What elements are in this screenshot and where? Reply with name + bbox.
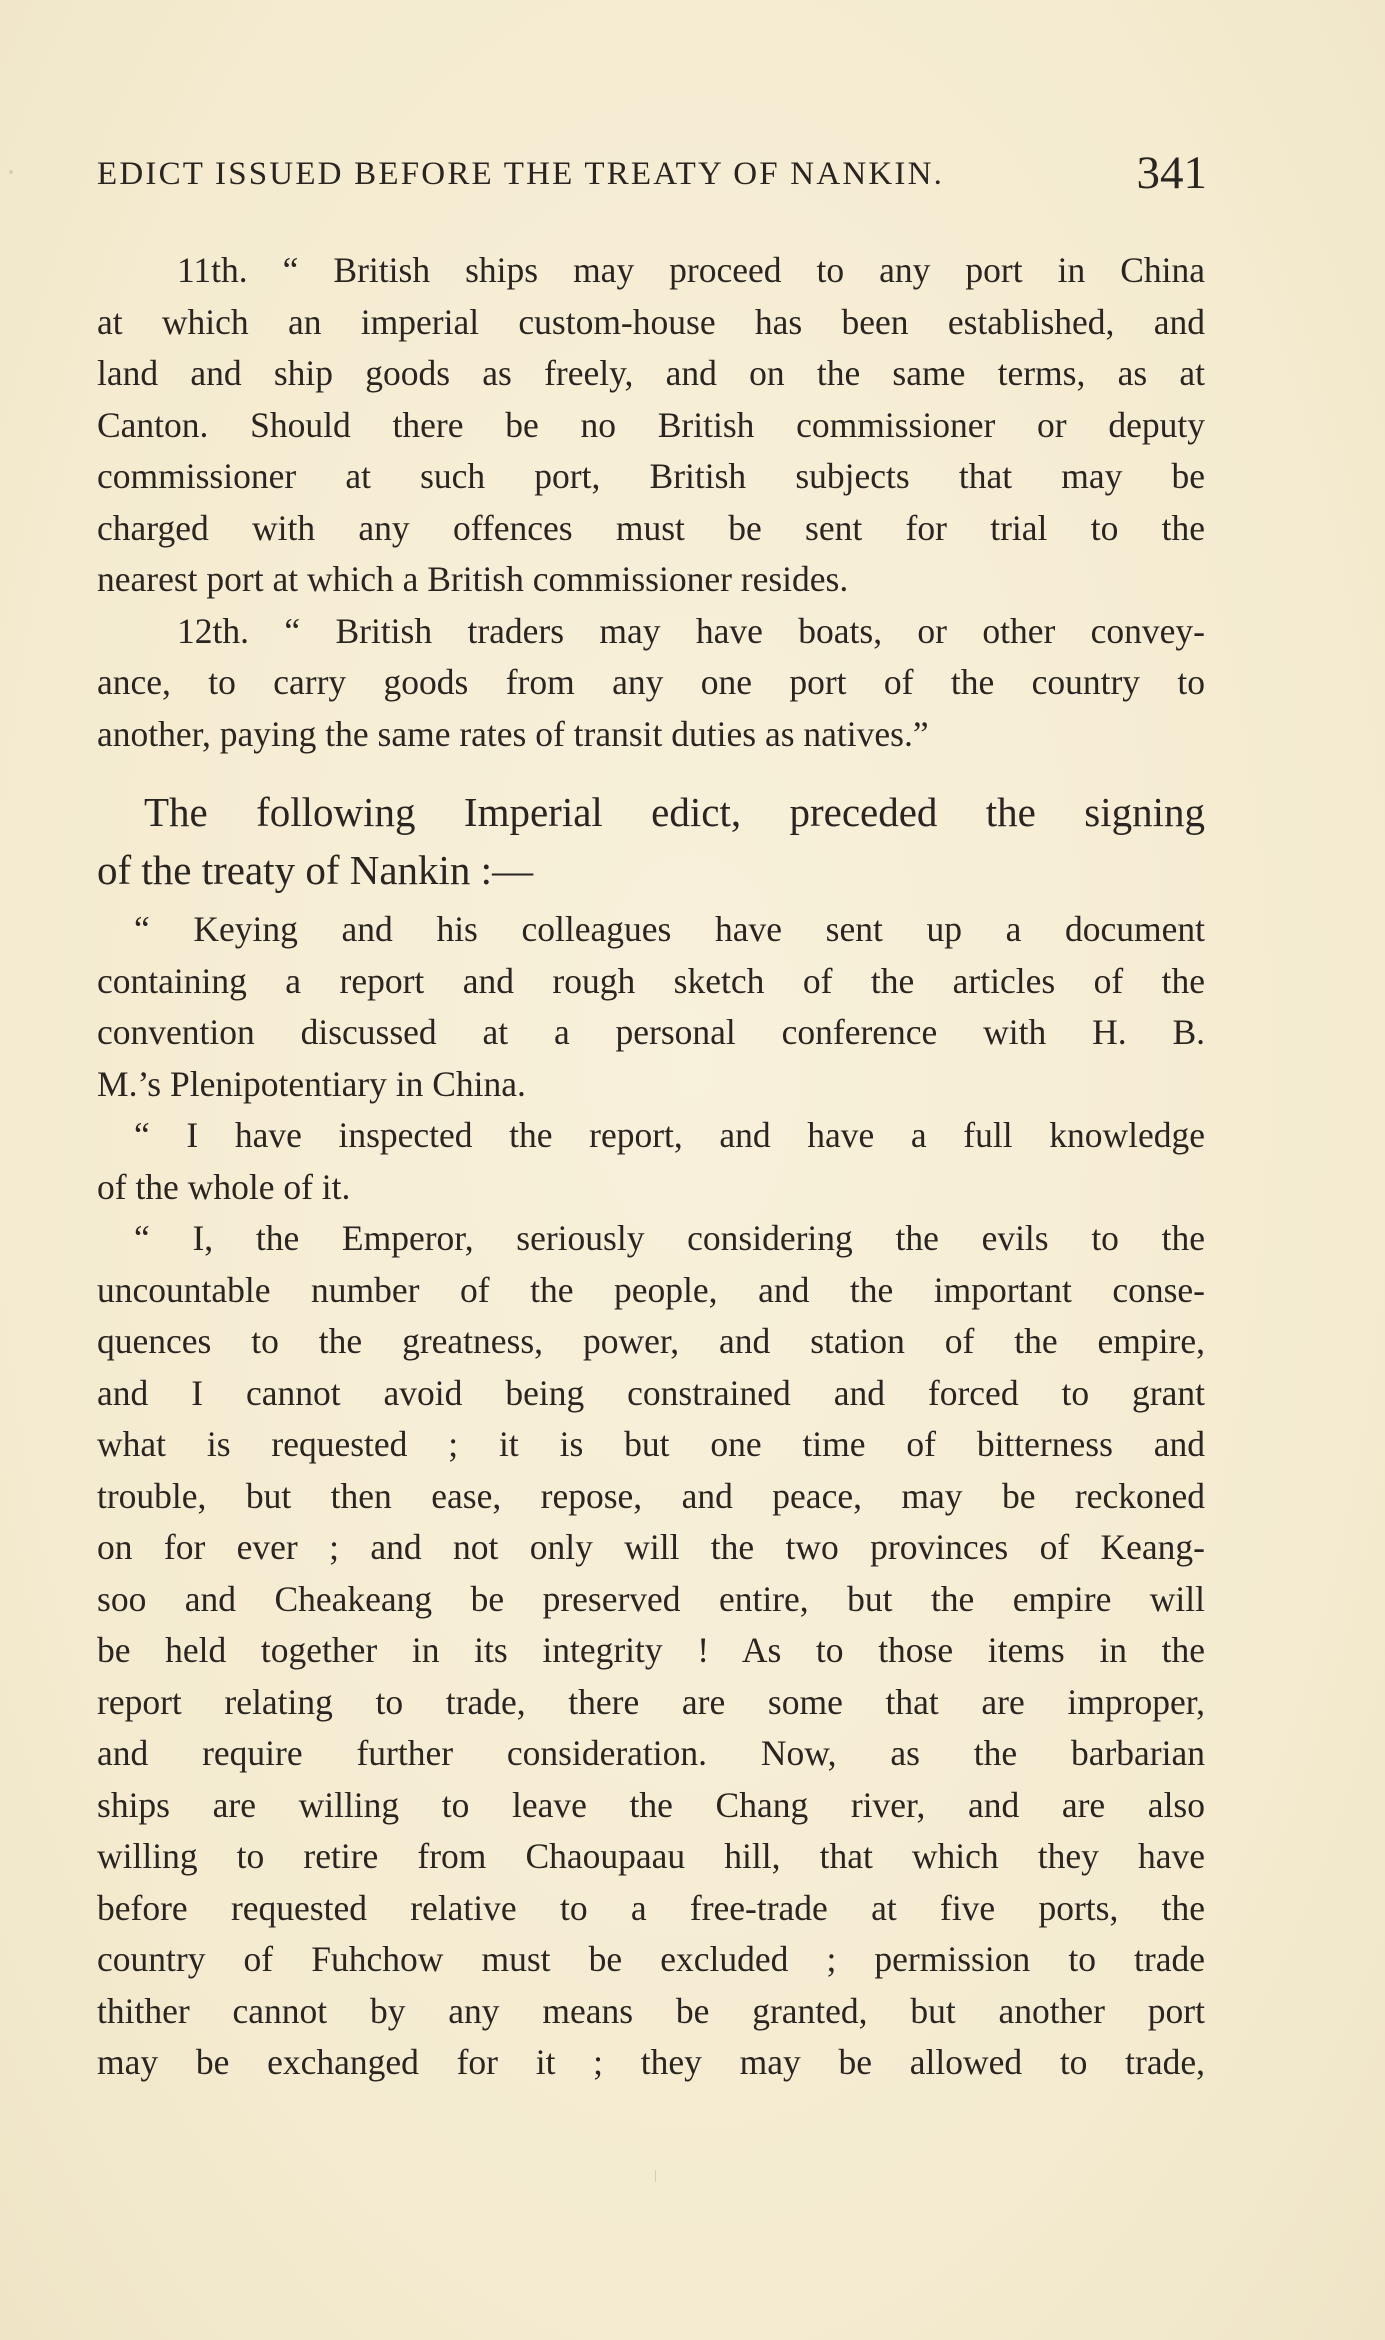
page-header xyxy=(97,147,1207,200)
paragraph-11th-line: 11th. “ British ships may proceed to any port in China xyxy=(177,250,1205,290)
edict-paragraph-3-line: thither cannot by any means be granted, but another port xyxy=(97,1990,1205,2031)
edict-paragraph-3-line: report relating to trade, there are some that are improper, xyxy=(97,1681,1205,1722)
edict-paragraph-3-line: what is requested ; it is but one time of bitterness and xyxy=(97,1424,1205,1464)
page-speck xyxy=(9,170,13,174)
edict-paragraph-2-line: of the whole of it. xyxy=(97,1166,351,1207)
paragraph-11th-line: Canton. Should there be no British commissioner or deputy xyxy=(97,404,1205,445)
paragraph-11th-line: commissioner at such port, British subjects that may be xyxy=(97,456,1205,496)
paragraph-12th-line: 12th. “ British traders may have boats, or other convey- xyxy=(177,610,1205,651)
edict-paragraph-3-line: uncountable number of the people, and the important conse- xyxy=(97,1269,1205,1310)
edict-paragraph-2-line: “ I have inspected the report, and have a full knowledge xyxy=(134,1115,1205,1155)
edict-paragraph-3-line: quences to the greatness, power, and station of the empire, xyxy=(97,1321,1205,1361)
intro-paragraph-line: The following Imperial edict, preceded the signing xyxy=(144,789,1205,835)
paragraph-12th-line: ance, to carry goods from any one port of the country to xyxy=(97,662,1205,702)
paragraph-11th-line: charged with any offences must be sent for trial to the xyxy=(97,507,1205,548)
edict-paragraph-1-line: convention discussed at a personal conference with H. B. xyxy=(97,1012,1205,1052)
edict-paragraph-3-line: trouble, but then ease, repose, and peace, may be reckoned xyxy=(97,1475,1205,1516)
edict-paragraph-3-line: willing to retire from Chaoupaau hill, that which they have xyxy=(97,1836,1205,1876)
edict-paragraph-1-line: M.’s Plenipotentiary in China. xyxy=(97,1063,526,1104)
edict-paragraph-3-line: country of Fuhchow must be excluded ; permission to trade xyxy=(97,1939,1205,1979)
edict-paragraph-3-line: “ I, the Emperor, seriously considering the evils to the xyxy=(134,1218,1205,1258)
paragraph-12th-line: another, paying the same rates of transit duties as natives.” xyxy=(97,713,929,754)
intro-paragraph-line: of the treaty of Nankin :— xyxy=(97,847,534,893)
edict-paragraph-1-line: “ Keying and his colleagues have sent up a document xyxy=(134,909,1205,949)
running-head: EDICT ISSUED BEFORE THE TREATY OF NANKIN. xyxy=(97,156,945,192)
edict-paragraph-3-line: soo and Cheakeang be preserved entire, but the empire will xyxy=(97,1578,1205,1619)
body-text xyxy=(97,245,1205,2089)
edict-paragraph-3-line: and I cannot avoid being constrained and forced to grant xyxy=(97,1372,1205,1413)
paragraph-11th-line: at which an imperial custom-house has been established, and xyxy=(97,301,1205,342)
edict-paragraph-3-line: may be exchanged for it ; they may be allowed to trade, xyxy=(97,2042,1205,2082)
paragraph-11th-line: nearest port at which a British commissioner resides. xyxy=(97,559,849,599)
paragraph-11th-line: land and ship goods as freely, and on the same terms, as at xyxy=(97,353,1205,393)
edict-paragraph-3-line: ships are willing to leave the Chang river, and are also xyxy=(97,1784,1205,1825)
edict-paragraph-3-line: be held together in its integrity ! As to those items in the xyxy=(97,1630,1205,1670)
edict-paragraph-3-line: and require further consideration. Now, as the barbarian xyxy=(97,1733,1205,1773)
paper-mark xyxy=(655,2170,656,2182)
edict-paragraph-3-line: on for ever ; and not only will the two provinces of Keang- xyxy=(97,1527,1205,1567)
edict-paragraph-3-line: before requested relative to a free-trade at five ports, the xyxy=(97,1887,1205,1928)
edict-paragraph-1-line: containing a report and rough sketch of the articles of the xyxy=(97,960,1205,1001)
page-number: 341 xyxy=(1136,147,1207,199)
